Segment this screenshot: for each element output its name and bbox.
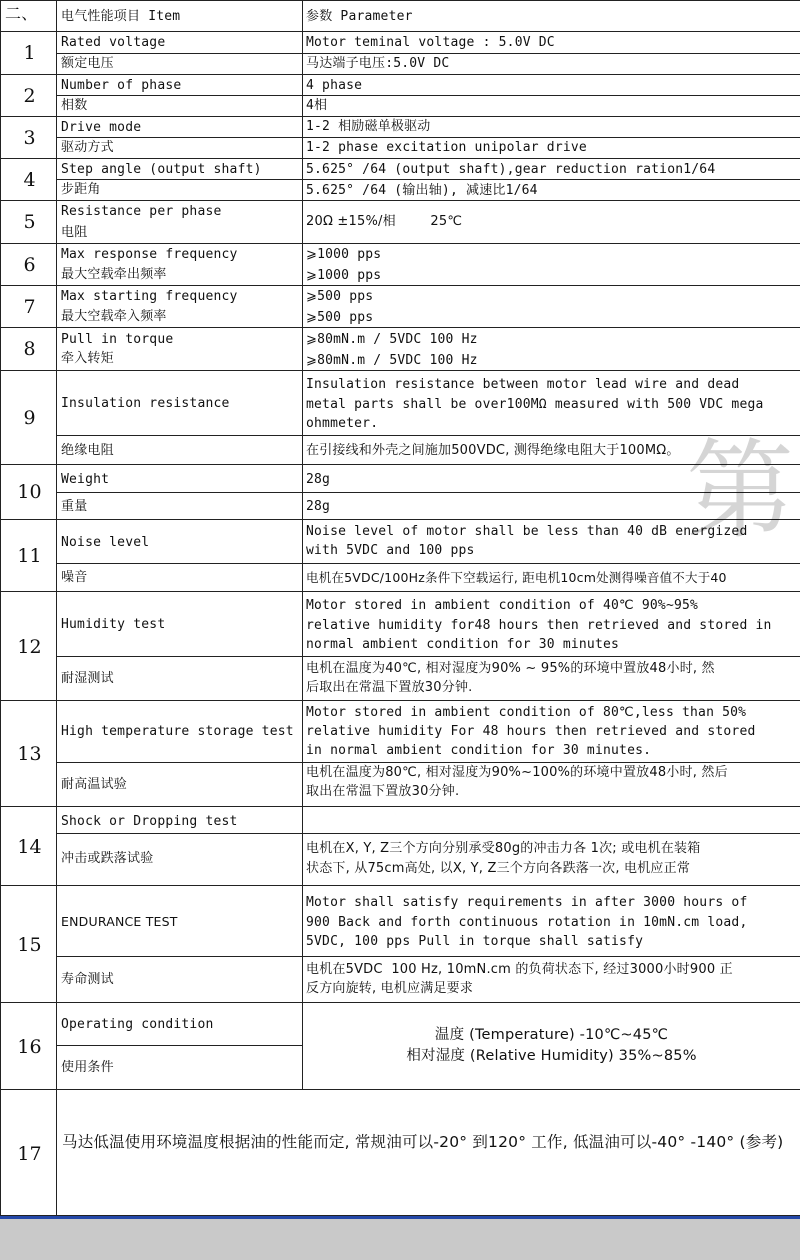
row-number: 3 xyxy=(23,127,36,149)
row-number-cell xyxy=(0,328,57,371)
param-en-cell xyxy=(303,32,800,54)
item-en: Operating condition xyxy=(61,1017,214,1032)
param-en-cell xyxy=(303,886,800,957)
item-en-cell xyxy=(57,244,303,265)
item-en-cell xyxy=(57,371,303,436)
param-cn-cell xyxy=(303,54,800,75)
header-param-cell xyxy=(303,0,800,32)
item-en-cell xyxy=(57,32,303,54)
item-cn-cell xyxy=(57,657,303,701)
row-number-cell xyxy=(0,75,57,117)
param-en-line: with 5VDC and 100 pps xyxy=(306,543,475,558)
param-cn-cell xyxy=(303,657,800,701)
param-en-cell xyxy=(303,75,800,96)
item-cn-cell xyxy=(57,493,303,520)
param-en-cell xyxy=(303,159,800,180)
param-cn-line: 取出在常温下置放30分钟. xyxy=(306,784,460,799)
row-number: 5 xyxy=(23,211,36,233)
item-cn-cell xyxy=(57,436,303,465)
param-en-line: Motor shall satisfy requirements in after 3000 hours of xyxy=(306,895,748,910)
param-cn-cell xyxy=(303,138,800,159)
param-en-cell xyxy=(303,371,800,436)
item-cn: 牵入转矩 xyxy=(61,351,114,366)
row-number-cell xyxy=(0,592,57,701)
param-cn: 4相 xyxy=(306,98,328,113)
param-cn: ⩾500 pps xyxy=(306,310,374,325)
item-en: Noise level xyxy=(61,535,150,550)
item-cn-cell xyxy=(57,307,303,328)
row-number-cell xyxy=(0,701,57,807)
param-cn-cell xyxy=(303,349,800,371)
param-cn: 5.625° /64 (输出轴), 减速比1/64 xyxy=(306,183,538,198)
row-number: 12 xyxy=(17,636,42,658)
header-item-cell xyxy=(57,0,303,32)
row-number-cell xyxy=(0,520,57,592)
row-number-cell xyxy=(0,286,57,328)
item-en-cell xyxy=(57,286,303,307)
item-en: Humidity test xyxy=(61,617,166,632)
param-merged-cell xyxy=(303,1003,800,1090)
param-en: ⩾500 pps xyxy=(306,289,374,304)
item-en-cell xyxy=(57,701,303,763)
param-cn: 电机在5VDC/100Hz条件下空载运行, 距电机10cm处测得噪音值不大于40 xyxy=(306,570,727,585)
item-cn: 电阻 xyxy=(61,225,88,240)
item-en-cell xyxy=(57,75,303,96)
item-en-cell xyxy=(57,886,303,957)
param-en: ⩾80mN.m / 5VDC 100 Hz xyxy=(306,332,478,347)
row-number-cell xyxy=(0,886,57,1003)
section-number: 二、 xyxy=(5,4,38,23)
param-en-line: metal parts shall be over100MΩ measured with 500 VDC mega xyxy=(306,397,764,412)
item-en-cell xyxy=(57,592,303,657)
item-cn: 额定电压 xyxy=(61,56,114,71)
item-en: Pull in torque xyxy=(61,332,174,347)
param-cn: ⩾80mN.m / 5VDC 100 Hz xyxy=(306,353,478,368)
param-cn: 1-2 phase excitation unipolar drive xyxy=(306,140,587,155)
param-value-line: 温度 (Temperature) -10℃~45℃ xyxy=(434,1027,669,1043)
note-text: 马达低温使用环境温度根据油的性能而定, 常规油可以-20° 到120° 工作, 低温油可以-40° -140° (参考) xyxy=(62,1133,784,1151)
item-cn: 驱动方式 xyxy=(61,140,114,155)
item-en: Insulation resistance xyxy=(61,396,230,411)
row-number: 16 xyxy=(17,1036,42,1058)
footer-bar xyxy=(0,1219,800,1260)
item-en-cell xyxy=(57,520,303,564)
item-cn-cell xyxy=(57,222,303,244)
param-cn-line: 电机在温度为40℃, 相对湿度为90% ~ 95%的环境中置放48小时, 然 xyxy=(306,661,715,676)
param-cn-line: 电机在5VDC 100 Hz, 10mN.cm 的负荷状态下, 经过3000小时900 正 xyxy=(306,962,733,977)
item-cn-cell xyxy=(57,834,303,886)
row-number: 7 xyxy=(23,296,36,318)
item-cn-cell xyxy=(57,349,303,371)
item-cn: 噪音 xyxy=(61,570,88,585)
row-number: 2 xyxy=(23,85,36,107)
row-number: 13 xyxy=(17,743,42,765)
item-cn-cell xyxy=(57,265,303,286)
param-cn-cell xyxy=(303,307,800,328)
param-cn: 在引接线和外壳之间施加500VDC, 测得绝缘电阻大于100MΩ。 xyxy=(306,443,680,458)
param-en-line: Motor stored in ambient condition of 80℃,less than 50% xyxy=(306,705,747,720)
param-en-line: 5VDC, 100 pps Pull in torque shall satisfy xyxy=(306,934,644,949)
param-en: 1-2 相励磁单极驱动 xyxy=(306,119,431,134)
param-en: 5.625° /64 (output shaft),gear reduction ration1/64 xyxy=(306,162,716,177)
row-number-cell xyxy=(0,117,57,159)
param-cn-cell xyxy=(303,763,800,807)
row-number-cell xyxy=(0,807,57,886)
param-en-line: ohmmeter. xyxy=(306,416,379,431)
row-number-cell xyxy=(0,1090,57,1216)
row-number: 9 xyxy=(23,407,36,429)
header-param: 参数 Parameter xyxy=(306,9,413,24)
param-cn-line: 反方向旋转, 电机应满足要求 xyxy=(306,981,474,996)
item-cn: 耐高温试验 xyxy=(61,777,128,792)
item-en: Weight xyxy=(61,472,110,487)
item-cn: 相数 xyxy=(61,98,88,113)
param-cn-line: 状态下, 从75cm高处, 以X, Y, Z三个方向各跌落一次, 电机应正常 xyxy=(306,861,691,876)
item-en-cell xyxy=(57,328,303,349)
param-en-cell xyxy=(303,701,800,763)
param-cn-line: 电机在温度为80℃, 相对湿度为90%~100%的环境中置放48小时, 然后 xyxy=(306,765,728,780)
item-en: Max response frequency xyxy=(61,247,238,262)
watermark-character: 第 xyxy=(686,429,795,554)
item-cn: 冲击或跌落试验 xyxy=(61,851,154,866)
param-en-line: Insulation resistance between motor lead wire and dead xyxy=(306,377,740,392)
param-en-cell xyxy=(303,328,800,349)
item-en-cell xyxy=(57,1003,303,1046)
param-cn-line: 电机在X, Y, Z三个方向分别承受80g的冲击力各 1次; 或电机在装箱 xyxy=(306,841,701,856)
item-en-cell xyxy=(57,159,303,180)
row-number: 6 xyxy=(23,254,36,276)
header-section-cell xyxy=(0,0,57,32)
param-en-cell xyxy=(303,244,800,265)
row-number-cell xyxy=(0,371,57,465)
row-number: 10 xyxy=(17,481,42,503)
item-cn: 最大空载牵入频率 xyxy=(61,309,167,324)
item-cn: 重量 xyxy=(61,499,88,514)
param-en-line: normal ambient condition for 30 minutes xyxy=(306,637,620,652)
row-number-cell xyxy=(0,465,57,520)
item-en: Rated voltage xyxy=(61,35,166,50)
param-en: ⩾1000 pps xyxy=(306,247,382,262)
param-en-cell xyxy=(303,117,800,138)
param-cn: 28g xyxy=(306,499,331,514)
param-en-line: Noise level of motor shall be less than 40 dB energized xyxy=(306,524,748,539)
item-cn: 绝缘电阻 xyxy=(61,443,114,458)
item-cn: 步距角 xyxy=(61,182,101,197)
param-en-line: Motor stored in ambient condition of 40℃ 90%~95% xyxy=(306,598,699,613)
param-en: Motor teminal voltage : 5.0V DC xyxy=(306,35,555,50)
row-number: 17 xyxy=(17,1143,42,1165)
param-value: 20Ω ±15%/相 25℃ xyxy=(306,214,463,229)
row-number: 15 xyxy=(17,934,42,956)
param-cn-cell xyxy=(303,957,800,1003)
row-number-cell xyxy=(0,159,57,201)
param-en: 4 phase xyxy=(306,78,363,93)
item-cn: 耐湿测试 xyxy=(61,671,114,686)
item-cn-cell xyxy=(57,763,303,807)
row-number: 1 xyxy=(23,42,36,64)
header-item: 电气性能项目 Item xyxy=(61,9,181,24)
item-en: Shock or Dropping test xyxy=(61,814,238,829)
param-en-cell xyxy=(303,592,800,657)
item-cn-cell xyxy=(57,96,303,117)
item-en: Step angle (output shaft) xyxy=(61,162,262,177)
param-en-line: 900 Back and forth continuous rotation in 10mN.cm load, xyxy=(306,915,748,930)
item-en: Drive mode xyxy=(61,120,142,135)
item-cn-cell xyxy=(57,564,303,592)
item-en: ENDURANCE TEST xyxy=(61,914,178,929)
item-cn: 使用条件 xyxy=(61,1060,114,1075)
item-cn-cell xyxy=(57,138,303,159)
item-cn: 最大空载牵出频率 xyxy=(61,267,167,282)
item-en: Max starting frequency xyxy=(61,289,238,304)
item-en-cell xyxy=(57,807,303,834)
param-en: 28g xyxy=(306,472,331,487)
param-cn-cell xyxy=(303,96,800,117)
item-cn: 寿命测试 xyxy=(61,972,114,987)
param-merged-cell xyxy=(303,201,800,244)
item-cn-cell xyxy=(57,1046,303,1090)
param-cn-cell xyxy=(303,834,800,886)
row-number: 8 xyxy=(23,338,36,360)
param-en-line: relative humidity for48 hours then retrieved and stored in xyxy=(306,618,772,633)
param-cn-cell xyxy=(303,564,800,592)
param-en-cell xyxy=(303,286,800,307)
item-en-cell xyxy=(57,201,303,222)
param-value-line: 相对湿度 (Relative Humidity) 35%~85% xyxy=(406,1048,697,1064)
param-cn: ⩾1000 pps xyxy=(306,268,382,283)
row-number: 4 xyxy=(23,169,36,191)
row-number-cell xyxy=(0,1003,57,1090)
item-cn-cell xyxy=(57,957,303,1003)
item-en-cell xyxy=(57,465,303,493)
param-en-line: in normal ambient condition for 30 minutes. xyxy=(306,743,652,758)
item-cn-cell xyxy=(57,180,303,201)
row-number-cell xyxy=(0,32,57,75)
item-cn-cell xyxy=(57,54,303,75)
param-en-cell xyxy=(303,807,800,834)
row-number: 14 xyxy=(17,836,42,858)
param-cn-line: 后取出在常温下置放30分钟. xyxy=(306,680,473,695)
param-cn-cell xyxy=(303,180,800,201)
item-en: Number of phase xyxy=(61,78,182,93)
item-en: Resistance per phase xyxy=(61,204,222,219)
param-cn-cell xyxy=(303,265,800,286)
item-en: High temperature storage test xyxy=(61,724,294,739)
item-en-cell xyxy=(57,117,303,138)
row-number-cell xyxy=(0,201,57,244)
note-cell xyxy=(57,1090,800,1216)
row-number-cell xyxy=(0,244,57,286)
param-cn: 马达端子电压:5.0V DC xyxy=(306,56,450,71)
row-number: 11 xyxy=(17,545,42,567)
param-en-line: relative humidity For 48 hours then retrieved and stored xyxy=(306,724,756,739)
